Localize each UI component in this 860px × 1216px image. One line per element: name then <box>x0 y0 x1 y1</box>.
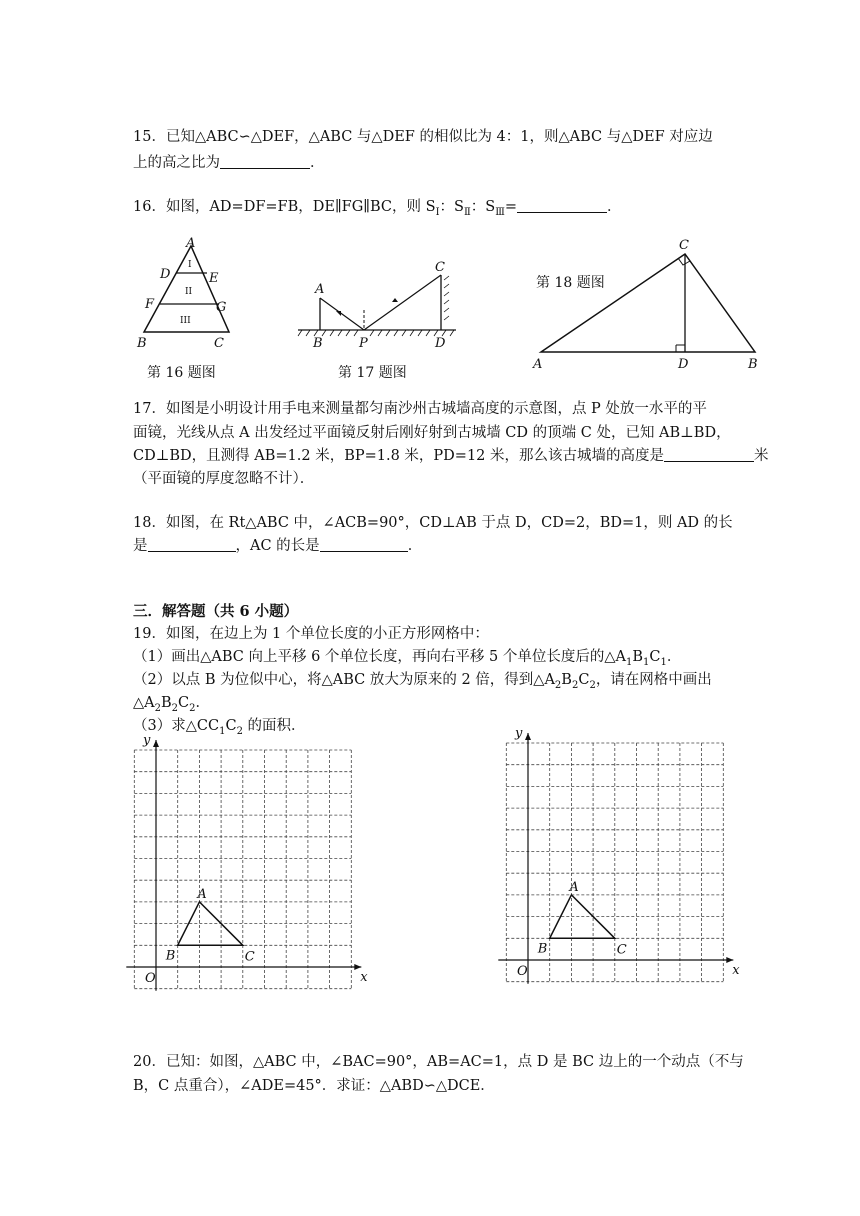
q17-line1: 17．如图是小明设计用手电来测量都匀南沙州古城墙高度的示意图，点 P 处放一水平的平 <box>133 401 707 417</box>
y-axis-arrow <box>525 733 531 740</box>
q19-line5: （3）求$\triangle CC_1C_2$ 的面积． <box>133 718 306 737</box>
label-y: y <box>143 733 151 748</box>
label-A: A <box>533 357 543 372</box>
label-x: x <box>360 970 368 985</box>
figure-18 <box>530 236 766 374</box>
label-F: F <box>145 297 155 312</box>
label-P: P <box>359 336 368 351</box>
region-III: III <box>180 316 191 326</box>
label-C: C <box>244 949 255 965</box>
label-y: y <box>515 726 523 741</box>
answer-blank <box>517 198 607 213</box>
q19-line4: $\triangle A_2B_2C_2$． <box>133 695 211 714</box>
label-B: B <box>165 948 176 964</box>
q17-line4: （平面镜的厚度忽略不计）． <box>133 471 315 487</box>
label-x: x <box>732 963 740 978</box>
q18-line1: 18．如图，在 Rt△ABC 中，∠ACB=90°，CD⊥AB 于点 D，CD=2，BD=1，则 AD 的长 <box>133 515 733 531</box>
q19-line2: （1）画出△ABC 向上平移 6 个单位长度，再向右平移 5 个单位长度后的$\triangle A_1B_1C_1$． <box>133 649 682 668</box>
label-C: C <box>679 238 689 253</box>
label-B: B <box>137 336 147 351</box>
figure-17 <box>296 258 466 350</box>
q20-line2: B，C 点重合），∠ADE=45°．求证：△ABD∽△DCE． <box>133 1078 495 1094</box>
label-A: A <box>569 879 579 895</box>
label-B: B <box>748 357 758 372</box>
answer-blank <box>148 537 236 552</box>
region-II: II <box>185 287 193 297</box>
q17-line3: CD⊥BD，且测得 AB=1.2 米，BP=1.8 米，PD=12 米，那么该古城墙的高度是 米 <box>133 448 769 464</box>
label-O: O <box>145 971 156 986</box>
figure-16 <box>130 236 240 351</box>
label-B: B <box>313 336 323 351</box>
label-D: D <box>678 357 689 372</box>
q19-line3: （2）以点 B 为位似中心，将△ABC 放大为原来的 2 倍，得到$\triangle A_2B_2C_2$，请在网格中画出 <box>133 672 712 691</box>
label-E: E <box>209 271 219 286</box>
q16-line: 16．如图，AD=DF=FB，DE∥FG∥BC，则 $S_Ⅰ$：$S_Ⅱ$：$S_Ⅲ=$ ． <box>133 199 622 218</box>
q20-line1: 20．已知：如图，△ABC 中，∠BAC=90°，AB=AC=1，点 D 是 BC 边上的一个动点（不与 <box>133 1054 744 1070</box>
coordinate-grid-left <box>120 733 370 997</box>
label-C: C <box>214 336 224 351</box>
fig17-caption: 第 17 题图 <box>338 365 407 381</box>
label-D: D <box>435 336 446 351</box>
label-A: A <box>186 236 196 251</box>
q18-line2: 是 ，AC 的长是 ． <box>133 538 423 554</box>
q15-line1: 15．已知△ABC∽△DEF，△ABC 与△DEF 的相似比为 4：1，则△ABC 与△DEF 对应边 <box>133 129 713 145</box>
label-B: B <box>537 941 548 957</box>
fig16-caption: 第 16 题图 <box>147 365 216 381</box>
q15-line2: 上的高之比为 ． <box>133 155 325 171</box>
coordinate-grid-right <box>492 726 742 985</box>
label-O: O <box>517 964 528 979</box>
section-heading: 三．解答题（共 6 小题） <box>133 603 299 620</box>
label-G: G <box>216 300 227 315</box>
label-A: A <box>315 282 325 297</box>
answer-blank <box>320 537 408 552</box>
label-D: D <box>160 267 171 282</box>
fig18-caption: 第 18 题图 <box>536 275 605 291</box>
region-I: I <box>188 260 192 270</box>
q17-line2: 面镜，光线从点 A 出发经过平面镜反射后刚好射到古城墙 CD 的顶端 C 处，已知 AB⊥BD， <box>133 425 731 441</box>
label-C: C <box>616 942 627 958</box>
q19-line1: 19．如图，在边上为 1 个单位长度的小正方形网格中： <box>133 626 489 642</box>
answer-blank <box>220 154 310 169</box>
answer-blank <box>664 447 754 462</box>
label-A: A <box>197 886 207 902</box>
label-C: C <box>435 260 445 275</box>
